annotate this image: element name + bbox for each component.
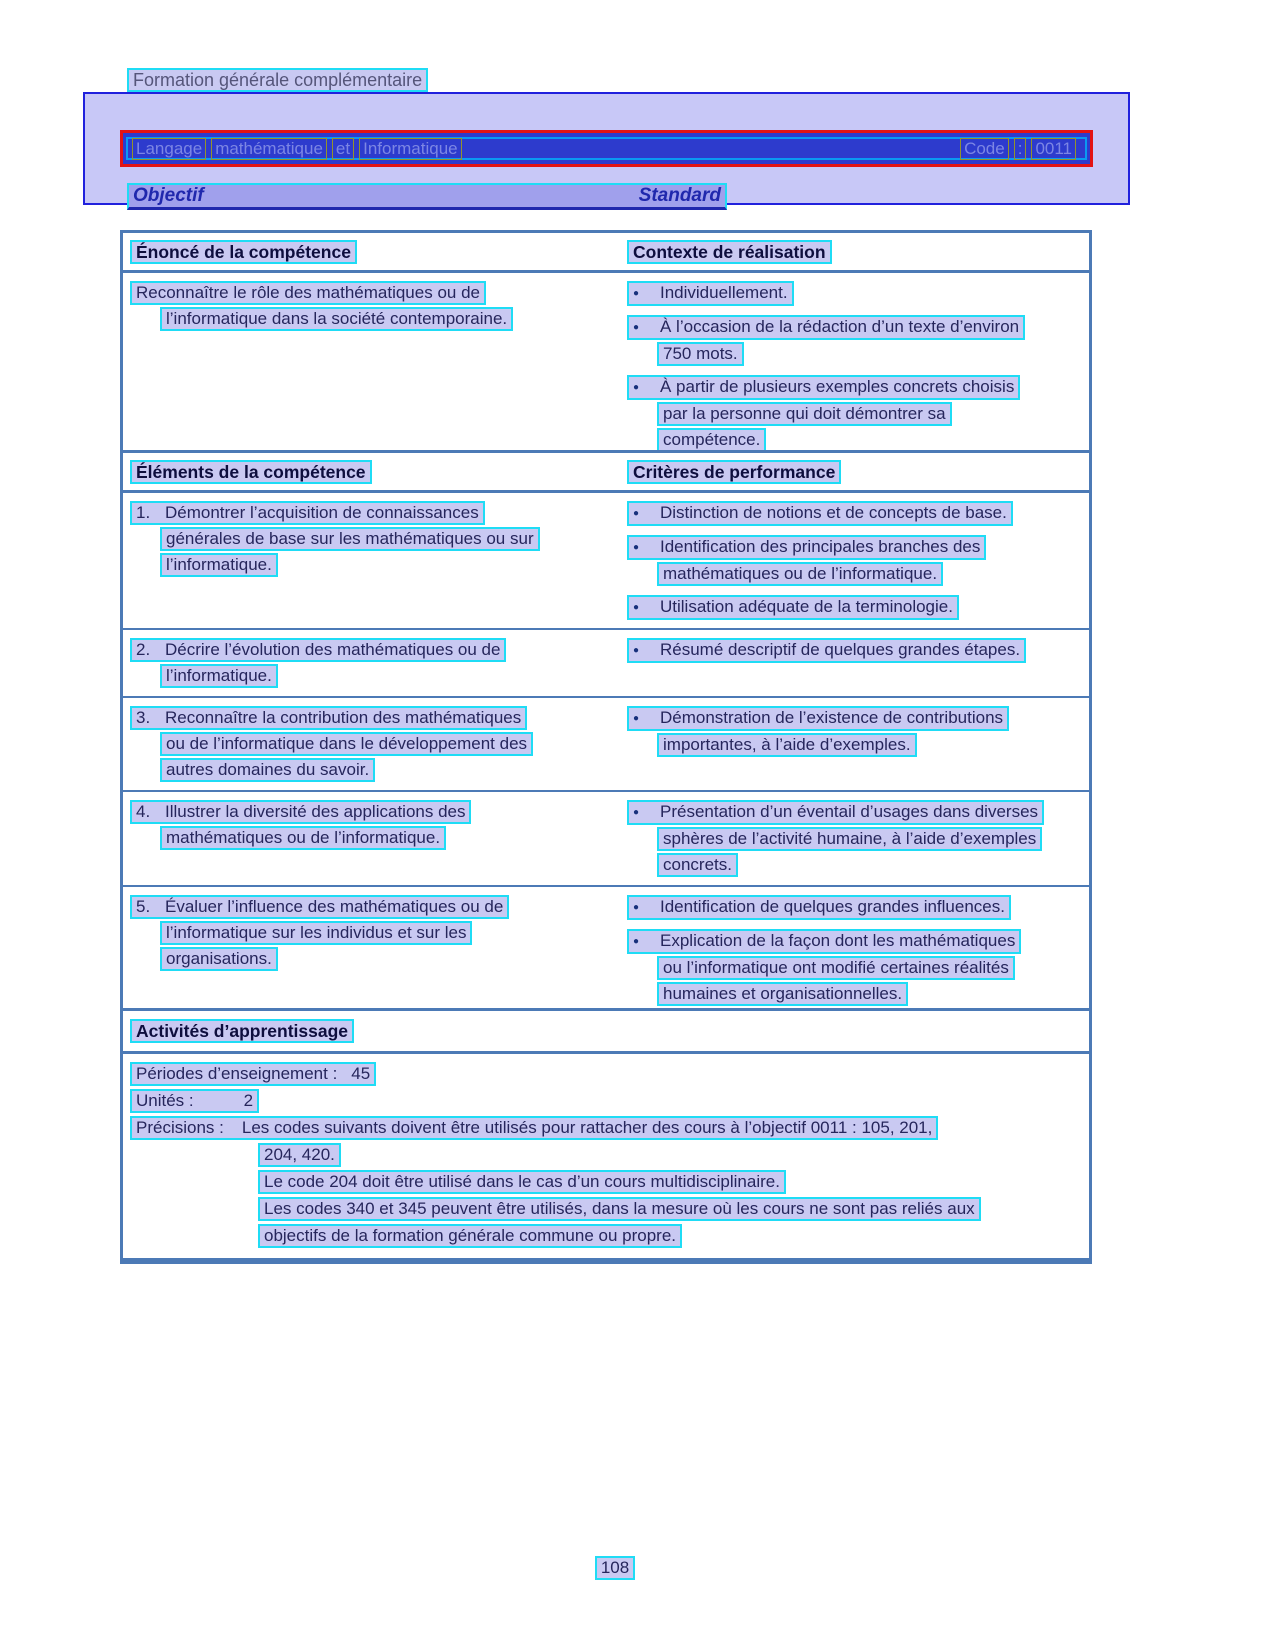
highlighted-line <box>627 595 959 620</box>
table-header-cell <box>130 240 627 264</box>
text-line-row <box>627 315 1089 340</box>
banner-word: mathématique <box>211 138 327 160</box>
banner-word: et <box>332 138 354 160</box>
table-cell <box>627 800 1089 877</box>
table-cell <box>130 800 627 877</box>
bullet-icon: ● <box>633 602 640 613</box>
text-line: Identification des principales branches des <box>660 537 981 556</box>
text-line: Individuellement. <box>660 283 788 302</box>
highlighted-line <box>627 535 986 560</box>
text-line: Reconnaître la contribution des mathématiques <box>165 708 522 727</box>
bullet-icon: ● <box>633 645 640 656</box>
highlighted-line <box>657 342 744 366</box>
highlighted-line <box>130 638 506 662</box>
list-item <box>627 706 1089 757</box>
text-line: mathématiques ou de l’informatique. <box>663 564 938 583</box>
breadcrumb <box>127 68 428 92</box>
text-line: Explication de la façon dont les mathématiques <box>660 931 1016 950</box>
text-line: Démonstration de l’existence de contributions <box>660 708 1004 727</box>
text-line: organisations. <box>166 949 272 968</box>
text-line: importantes, à l’aide d’exemples. <box>663 735 911 754</box>
text-line-row <box>657 562 1089 586</box>
code-value: 0011 <box>1031 138 1076 160</box>
list-item <box>627 281 1089 306</box>
list-item <box>130 800 627 850</box>
competence-table <box>120 230 1092 466</box>
table-header-row <box>123 453 1089 493</box>
table-cell <box>130 706 627 782</box>
item-number: 1. <box>136 503 151 522</box>
table-header-row <box>123 233 1089 273</box>
highlighted-line <box>657 428 766 452</box>
table-body <box>123 273 1089 460</box>
page-number <box>0 1556 1230 1580</box>
highlighted-line <box>130 895 509 919</box>
text-line-row <box>130 638 627 662</box>
list-item <box>130 895 627 971</box>
highlighted-line <box>130 1089 259 1113</box>
highlighted-line <box>130 1116 938 1140</box>
highlighted-line <box>627 638 1026 663</box>
text-line: ou de l’informatique dans le développement des <box>166 734 528 753</box>
table-row <box>123 493 1089 628</box>
table-header-cell <box>627 240 1089 264</box>
field-value: 45 <box>351 1064 371 1083</box>
bullet-icon: ● <box>633 542 640 553</box>
highlighted-line <box>657 827 1042 851</box>
text-line: Évaluer l’influence des mathématiques ou de <box>165 897 504 916</box>
table-body <box>123 493 1089 1074</box>
table-header-cell <box>130 460 627 484</box>
highlighted-line <box>130 1062 376 1086</box>
highlighted-line <box>160 664 278 688</box>
table-body <box>123 1054 1089 1258</box>
field-label: Précisions : <box>136 1118 224 1137</box>
highlighted-line <box>160 758 375 782</box>
text-line: l’informatique. <box>166 666 272 685</box>
text-line: À partir de plusieurs exemples concrets choisis <box>660 377 1015 396</box>
highlighted-line <box>160 307 513 331</box>
list-item <box>130 638 627 688</box>
field-value: 2 <box>243 1091 254 1110</box>
text-line-row <box>258 1143 1089 1167</box>
text-line-row <box>657 342 1089 366</box>
text-line: l’informatique. <box>166 555 272 574</box>
text-line: Identification de quelques grandes influences. <box>660 897 1005 916</box>
text-line-row <box>160 758 627 782</box>
header-label: Éléments de la compétence <box>130 460 372 484</box>
highlighted-line <box>627 501 1013 526</box>
highlighted-line <box>160 732 533 756</box>
highlighted-line <box>130 800 471 824</box>
text-line: Reconnaître le rôle des mathématiques ou de <box>136 283 480 302</box>
highlighted-line <box>627 281 794 306</box>
text-line-row <box>657 982 1089 1006</box>
table-row <box>123 628 1089 696</box>
item-number: 3. <box>136 708 151 727</box>
field-label: Périodes d’enseignement : <box>136 1064 338 1083</box>
text-line: 750 mots. <box>663 344 738 363</box>
highlighted-line <box>657 853 738 877</box>
header-label: Énoncé de la compétence <box>130 240 357 264</box>
field-units <box>130 1089 1089 1113</box>
highlighted-line <box>627 315 1025 340</box>
list-item <box>627 595 1089 620</box>
text-line-row <box>627 375 1089 400</box>
text-line-row <box>160 947 627 971</box>
table-cell <box>130 501 627 620</box>
text-line-row <box>160 921 627 945</box>
text-line: ou l’informatique ont modifié certaines réalités <box>663 958 1009 977</box>
text-line-row <box>130 281 627 305</box>
list-item <box>627 895 1089 920</box>
text-line: l’informatique sur les individus et sur les <box>166 923 467 942</box>
highlighted-line <box>160 921 472 945</box>
highlighted-line <box>627 800 1044 825</box>
code-label: Code <box>960 138 1009 160</box>
banner-strip <box>126 137 1087 160</box>
text-line: objectifs de la formation générale commune ou propre. <box>258 1224 682 1248</box>
text-line: sphères de l’activité humaine, à l’aide d’exemples <box>663 829 1037 848</box>
table-cell <box>130 281 627 452</box>
banner-word: Informatique <box>359 138 462 160</box>
text-line: mathématiques ou de l’informatique. <box>166 828 441 847</box>
text-line: Distinction de notions et de concepts de base. <box>660 503 1007 522</box>
table-row <box>123 790 1089 885</box>
field-precisions <box>130 1116 1089 1140</box>
highlighted-line <box>130 501 485 525</box>
text-line-row <box>657 827 1089 851</box>
list-item <box>627 375 1089 452</box>
list-item <box>130 501 627 577</box>
activities-title: Activités d’apprentissage <box>130 1019 354 1043</box>
highlighted-line <box>657 733 917 757</box>
bullet-icon: ● <box>633 902 640 913</box>
text-line: Décrire l’évolution des mathématiques ou de <box>165 640 501 659</box>
table-row <box>123 273 1089 460</box>
highlighted-line <box>130 281 486 305</box>
text-line-row <box>627 929 1089 954</box>
text-line: autres domaines du savoir. <box>166 760 370 779</box>
list-item <box>130 281 627 331</box>
text-line-row <box>130 895 627 919</box>
text-line: À l’occasion de la rédaction d’un texte d’environ <box>660 317 1020 336</box>
text-line-row <box>627 501 1089 526</box>
list-item <box>130 706 627 782</box>
text-line: Le code 204 doit être utilisé dans le cas d’un cours multidisciplinaire. <box>258 1170 786 1194</box>
text-line-row <box>657 428 1089 452</box>
list-item <box>627 501 1089 526</box>
highlighted-line <box>657 982 908 1006</box>
text-line-row <box>160 553 627 577</box>
table-header-cell <box>627 460 1089 484</box>
text-line: Présentation d’un éventail d’usages dans diverses <box>660 802 1039 821</box>
bullet-icon: ● <box>633 322 640 333</box>
text-line-row <box>160 527 627 551</box>
item-number: 4. <box>136 802 151 821</box>
field-label: Unités : <box>136 1091 194 1110</box>
text-line-row <box>627 800 1089 825</box>
course-code <box>960 138 1081 160</box>
bullet-icon: ● <box>633 713 640 724</box>
code-separator: : <box>1014 138 1027 160</box>
header-label: Critères de performance <box>627 460 841 484</box>
text-line-row <box>627 535 1089 560</box>
text-line-row <box>627 595 1089 620</box>
highlighted-line <box>160 553 278 577</box>
text-line-row <box>627 706 1089 731</box>
text-line-row <box>258 1170 1089 1194</box>
text-line-row <box>258 1197 1089 1221</box>
text-line: humaines et organisationnelles. <box>663 984 903 1003</box>
text-line-row <box>130 501 627 525</box>
list-item <box>627 315 1089 366</box>
list-item <box>627 929 1089 1006</box>
page-number-label: 108 <box>595 1556 635 1580</box>
text-line: 204, 420. <box>258 1143 341 1167</box>
bullet-icon: ● <box>633 508 640 519</box>
table-header-row <box>123 1011 1089 1054</box>
activities-table <box>120 1008 1092 1264</box>
list-item <box>627 638 1089 663</box>
header-label: Contexte de réalisation <box>627 240 832 264</box>
table-cell <box>627 501 1089 620</box>
text-line: l’informatique dans la société contemporaine. <box>166 309 508 328</box>
table-cell <box>627 281 1089 452</box>
text-line: compétence. <box>663 430 761 449</box>
text-line-row <box>130 706 627 730</box>
banner-word: Langage <box>132 138 206 160</box>
breadcrumb-label: Formation générale complémentaire <box>127 68 428 92</box>
table-cell <box>627 638 1089 688</box>
bullet-icon: ● <box>633 382 640 393</box>
item-number: 2. <box>136 640 151 659</box>
text-line-row <box>130 800 627 824</box>
text-line: par la personne qui doit démontrer sa <box>663 404 946 423</box>
text-line-row <box>657 853 1089 877</box>
text-line-row <box>160 826 627 850</box>
list-item <box>627 535 1089 586</box>
objectif-standard-row <box>127 183 727 210</box>
table-row <box>123 696 1089 790</box>
course-title-banner <box>120 130 1093 167</box>
highlighted-line <box>657 402 952 426</box>
text-line-row <box>627 281 1089 306</box>
list-item <box>627 800 1089 877</box>
objectif-heading: Objectif <box>133 185 204 206</box>
text-line-row <box>627 895 1089 920</box>
text-line-row <box>657 733 1089 757</box>
bullet-icon: ● <box>633 288 640 299</box>
highlighted-line <box>130 706 527 730</box>
highlighted-line <box>160 527 540 551</box>
bullet-icon: ● <box>633 936 640 947</box>
text-line: concrets. <box>663 855 732 874</box>
text-line-row <box>160 307 627 331</box>
table-cell <box>627 706 1089 782</box>
text-line: Les codes 340 et 345 peuvent être utilisés, dans la mesure où les cours ne sont pas reliés aux <box>258 1197 981 1221</box>
text-line: Illustrer la diversité des applications des <box>165 802 466 821</box>
highlighted-line <box>627 929 1021 954</box>
highlighted-line <box>627 375 1020 400</box>
text-line-row <box>160 732 627 756</box>
text-line-row <box>657 956 1089 980</box>
highlighted-line <box>160 947 278 971</box>
text-line: Résumé descriptif de quelques grandes étapes. <box>660 640 1021 659</box>
item-number: 5. <box>136 897 151 916</box>
field-periods <box>130 1062 1089 1086</box>
highlighted-line <box>657 956 1015 980</box>
highlighted-line <box>627 706 1009 731</box>
table-cell <box>130 638 627 688</box>
text-line-row <box>657 402 1089 426</box>
text-line-row <box>160 664 627 688</box>
text-line: Démontrer l’acquisition de connaissances <box>165 503 479 522</box>
text-line-row <box>627 638 1089 663</box>
standard-heading: Standard <box>638 185 721 206</box>
bullet-icon: ● <box>633 807 640 818</box>
highlighted-line <box>657 562 943 586</box>
text-line-row <box>258 1224 1089 1248</box>
text-line: générales de base sur les mathématiques ou sur <box>166 529 534 548</box>
field-value: Les codes suivants doivent être utilisés pour rattacher des cours à l’objectif 0011 : 105, 201, <box>241 1118 933 1137</box>
text-line: Utilisation adéquate de la terminologie. <box>660 597 953 616</box>
elements-table <box>120 450 1092 1080</box>
highlighted-line <box>627 895 1011 920</box>
highlighted-line <box>160 826 446 850</box>
